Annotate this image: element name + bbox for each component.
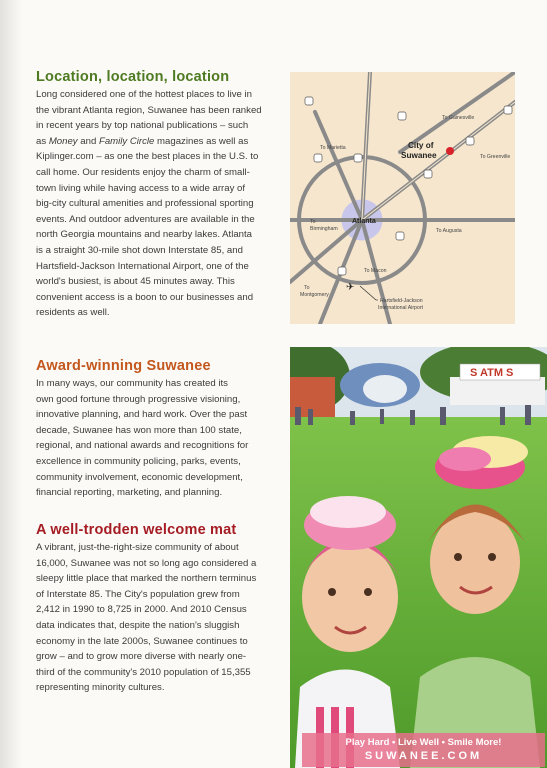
section-body: A vibrant, just-the-right-size community of about 16,000, Suwanee was not so long ago considered a sleepy little place that marked the northern terminus of Interstate 85. The City's population grew from 2,412 in 1990 to 8,725 in 2000. And 2010 Census data indicates that, despite the nation's sluggish economy in the late 2000s, Suwanee continues to grow – and to grow more diverse with nearly one- third of the community's 2010 population of 15,355 representing minority cultures. <box>36 542 257 694</box>
airplane-icon: ✈ <box>346 282 355 293</box>
section-body: In many ways, our community has created its own good fortune through progressive visioning, innovative planning, and hard work. Over the past decade, Suwanee has won more than 100 state, regional, and national awards and recognitions for excellence in community policing, parks, events, community involvement, economic development, financial reporting, marketing, and planning. <box>36 378 249 499</box>
photo-banner: S ATM S <box>470 367 514 379</box>
tagline-bar <box>302 733 545 767</box>
map-direction-label: Montgomery <box>300 292 329 298</box>
website-text: SUWANEE.COM <box>364 750 483 762</box>
section-welcome <box>36 522 274 696</box>
map-graphic <box>290 72 515 324</box>
map-city-label: City of <box>408 141 434 150</box>
festival-photo <box>290 347 547 768</box>
regional-map <box>290 72 515 324</box>
magazine-name: Family Circle <box>98 135 155 147</box>
map-direction-label: To Greenville <box>480 154 511 160</box>
suwanee-marker <box>446 147 454 155</box>
map-direction-label: To Augusta <box>436 228 462 234</box>
map-direction-label: To Marietta <box>320 145 346 151</box>
tagline-text: Play Hard • Live Well • Smile More! <box>345 737 502 748</box>
map-direction-label: To <box>310 219 316 225</box>
magazine-name: Money <box>48 135 78 147</box>
section-heading: Award-winning Suwanee <box>36 358 211 374</box>
map-city-label: Suwanee <box>401 151 437 160</box>
map-atlanta-label: Atlanta <box>352 218 376 225</box>
map-airport-label: International Airport <box>378 305 423 311</box>
section-location <box>36 69 274 321</box>
tent <box>450 377 545 405</box>
map-direction-label: To <box>304 285 310 291</box>
airport-leader <box>360 286 376 300</box>
section-heading: Location, location, location <box>36 69 230 85</box>
map-direction-label: To Macon <box>364 268 387 274</box>
section-award <box>36 358 274 501</box>
photo-illustration <box>290 347 547 768</box>
highways <box>290 72 515 324</box>
highway-centerlines <box>362 72 515 220</box>
map-direction-label: To Gainesville <box>442 115 475 121</box>
section-heading: A well-trodden welcome mat <box>36 522 237 538</box>
section-body: Long considered one of the hottest places to live in the vibrant Atlanta region, Suwanee has been ranked in recent years by top national publications – such as Money and Family Circle magazines as well as Kiplinger.com – as one the best places in the U.S. to call home. Our residents enjoy the charm of small- town living while having access to a wide array of big-city cultural amenities and professional sporting events. And outdoor adventures are available in the north Georgia mountains and nearby lakes. Atlanta is a straight 30-mile shot down Interstate 85, and Hartsfield-Jackson International Airport, one of the world's busiest, is about 45 minutes away. This convenient access is a boon to our businesses and residents as well. <box>36 89 262 319</box>
page-gutter-shadow <box>0 0 22 768</box>
map-direction-label: Birmingham <box>310 226 338 232</box>
map-airport-label: Hartsfield-Jackson <box>380 298 423 304</box>
